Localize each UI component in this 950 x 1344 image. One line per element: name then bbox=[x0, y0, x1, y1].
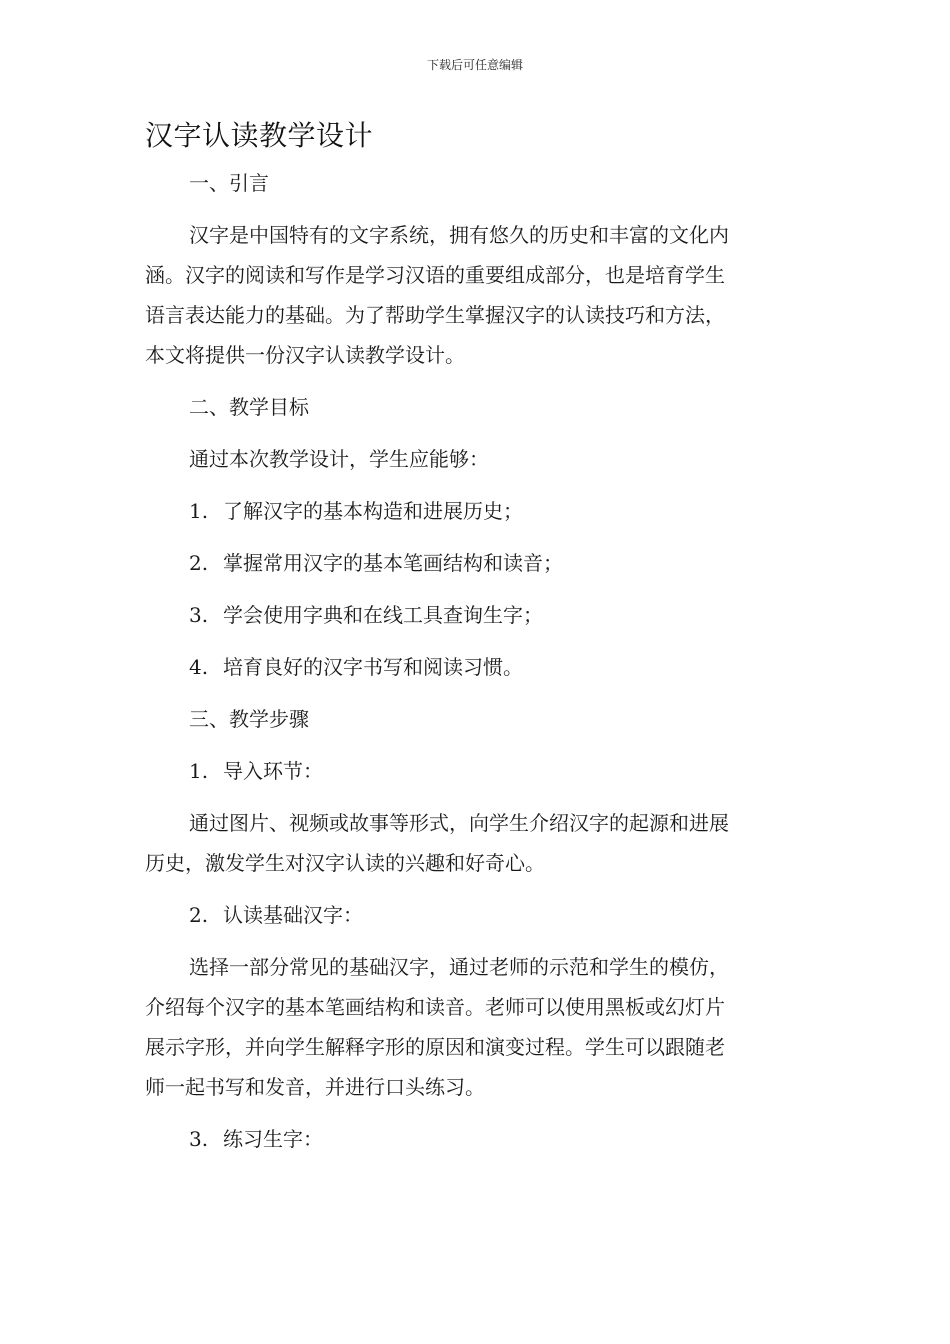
list-number: 3. bbox=[189, 603, 209, 627]
section-heading-intro: 一、引言 bbox=[189, 171, 269, 195]
list-number: 2. bbox=[189, 551, 209, 575]
document-title: 汉字认读教学设计 bbox=[145, 119, 374, 152]
section-heading-steps: 三、教学步骤 bbox=[189, 707, 309, 731]
header-note: 下载后可任意编辑 bbox=[426, 58, 523, 72]
list-text: 认读基础汉字： bbox=[223, 903, 363, 927]
list-text: 导入环节： bbox=[223, 759, 323, 783]
list-number: 3. bbox=[189, 1127, 209, 1151]
intro-paragraph bbox=[145, 222, 800, 368]
step-heading-1 bbox=[145, 758, 800, 784]
list-number: 2. bbox=[189, 903, 209, 927]
list-text: 了解汉字的基本构造和进展历史； bbox=[223, 499, 523, 523]
goals-lead: 通过本次教学设计，学生应能够： bbox=[189, 447, 489, 471]
list-number: 4. bbox=[189, 655, 209, 679]
goal-item-3 bbox=[145, 602, 800, 628]
list-text: 学会使用字典和在线工具查询生字； bbox=[223, 603, 543, 627]
step-heading-2 bbox=[145, 902, 800, 928]
list-number: 1. bbox=[189, 759, 209, 783]
goal-item-4 bbox=[145, 654, 800, 680]
list-text: 培育良好的汉字书写和阅读习惯。 bbox=[223, 655, 523, 679]
paragraph-line: 涵。汉字的阅读和写作是学习汉语的重要组成部分，也是培育学生 bbox=[145, 263, 725, 287]
document-body bbox=[145, 170, 800, 1178]
goal-item-1 bbox=[145, 498, 800, 524]
step1-paragraph bbox=[145, 810, 800, 876]
paragraph-line: 师一起书写和发音，并进行口头练习。 bbox=[145, 1075, 485, 1099]
list-text: 掌握常用汉字的基本笔画结构和读音； bbox=[223, 551, 563, 575]
list-number: 1. bbox=[189, 499, 209, 523]
step2-paragraph bbox=[145, 954, 800, 1100]
paragraph-line: 本文将提供一份汉字认读教学设计。 bbox=[145, 343, 465, 367]
paragraph-line: 语言表达能力的基础。为了帮助学生掌握汉字的认读技巧和方法， bbox=[145, 303, 725, 327]
section-heading-goals: 二、教学目标 bbox=[189, 395, 309, 419]
paragraph-line: 选择一部分常见的基础汉字，通过老师的示范和学生的模仿， bbox=[189, 955, 729, 979]
step-heading-3 bbox=[145, 1126, 800, 1152]
paragraph-line: 展示字形，并向学生解释字形的原因和演变过程。学生可以跟随老 bbox=[145, 1035, 725, 1059]
paragraph-line: 通过图片、视频或故事等形式，向学生介绍汉字的起源和进展 bbox=[189, 811, 729, 835]
goal-item-2 bbox=[145, 550, 800, 576]
paragraph-line: 历史，激发学生对汉字认读的兴趣和好奇心。 bbox=[145, 851, 545, 875]
paragraph-line: 汉字是中国特有的文字系统，拥有悠久的历史和丰富的文化内 bbox=[189, 223, 729, 247]
list-text: 练习生字： bbox=[223, 1127, 323, 1151]
paragraph-line: 介绍每个汉字的基本笔画结构和读音。老师可以使用黑板或幻灯片 bbox=[145, 995, 725, 1019]
